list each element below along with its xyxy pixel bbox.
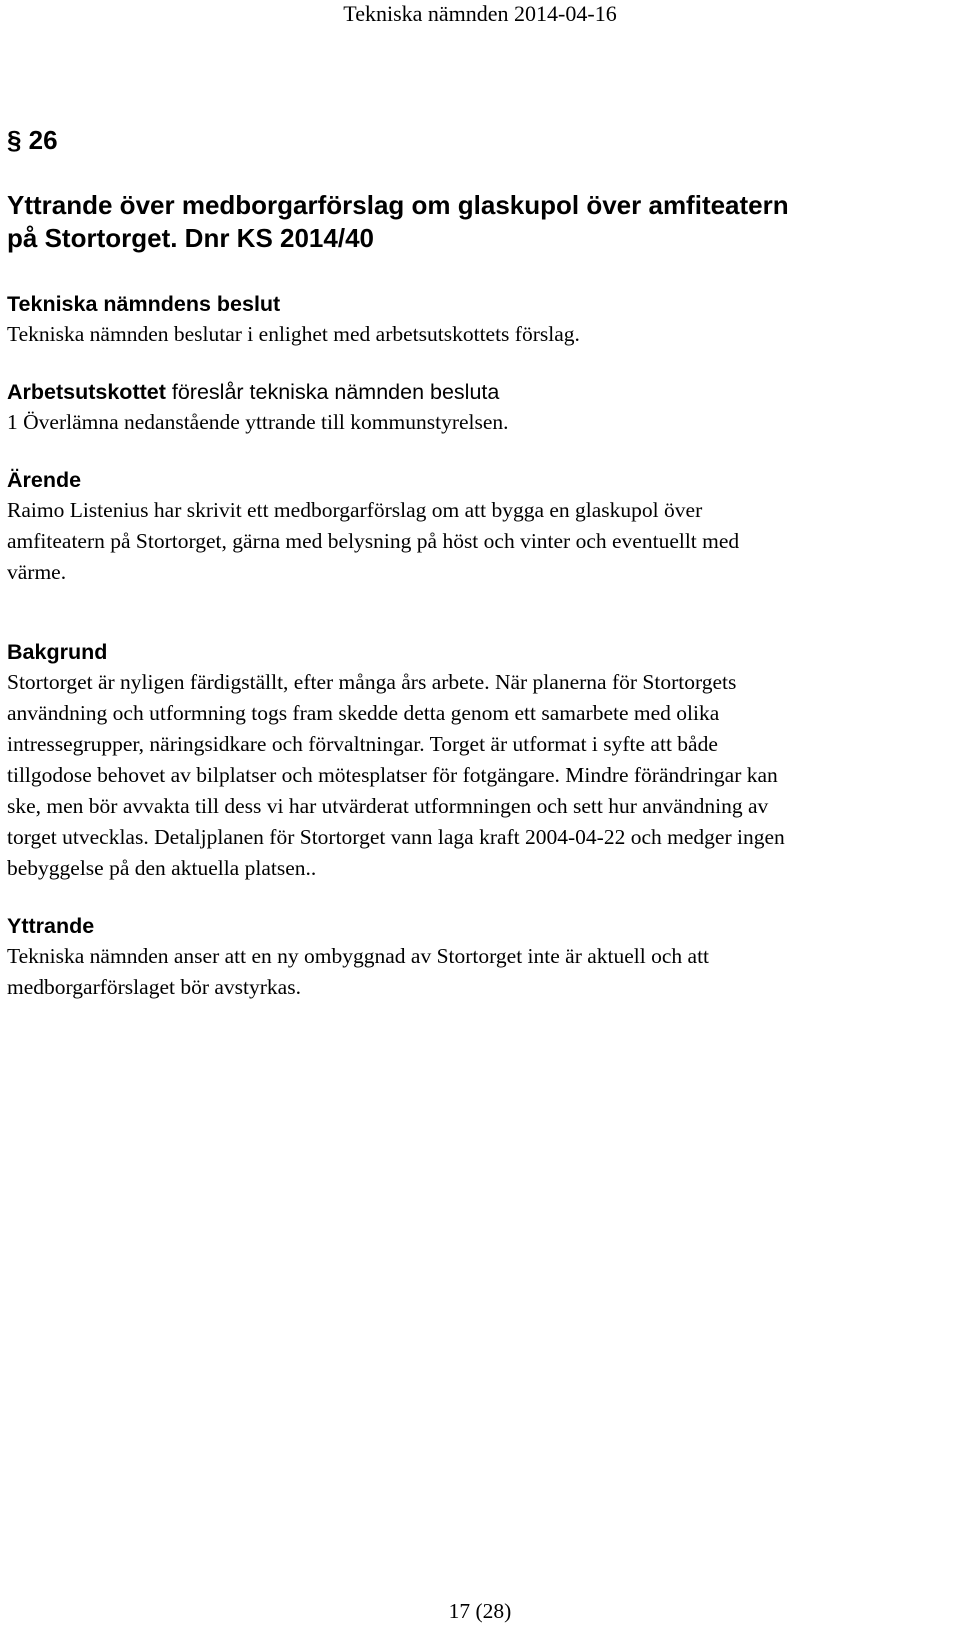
background-heading: Bakgrund [7,640,108,664]
proposal-item-line: 1 Överlämna nedanstående yttrande till kommunstyrelsen. [7,410,509,434]
document-title [7,189,947,255]
page-number: 17 (28) [448,1599,512,1623]
matter-heading: Ärende [7,468,82,492]
section-number: § 26 [7,125,58,155]
background-text [7,667,952,884]
matter-section [7,465,952,588]
statement-section [7,911,952,1003]
document-title-line: på Stortorget. Dnr KS 2014/40 [7,223,374,253]
proposal-item [7,407,952,438]
decision-text-line: Tekniska nämnden beslutar i enlighet med arbetsutskottets förslag. [7,322,580,346]
document-title-line: Yttrande över medborgarförslag om glaskupol över amfiteatern [7,190,789,220]
background-text-line: användning och utformning togs fram skedde detta genom ett samarbete med olika [7,701,720,725]
matter-text-line: amfiteatern på Stortorget, gärna med belysning på höst och vinter och eventuellt med [7,529,740,553]
statement-text [7,941,952,1003]
page-header: Tekniska nämnden 2014-04-16 [343,1,617,26]
matter-text-line: Raimo Listenius har skrivit ett medborgarförslag om att bygga en glaskupol över [7,498,703,522]
background-text-line: Stortorget är nyligen färdigställt, efter många års arbete. När planerna för Stortorgets [7,670,737,694]
decision-text [7,319,952,350]
working-committee-heading [7,377,952,407]
statement-heading: Yttrande [7,914,95,938]
decision-heading: Tekniska nämndens beslut [7,292,281,316]
background-text-line: bebyggelse på den aktuella platsen.. [7,856,317,880]
working-committee-heading-bold: Arbetsutskottet [7,380,166,404]
working-committee-heading-rest: föreslår tekniska nämnden besluta [165,380,500,404]
background-section [7,637,952,884]
background-text-line: intressegrupper, näringsidkare och förvaltningar. Torget är utformat i syfte att både [7,732,718,756]
background-text-line: torget utvecklas. Detaljplanen för Stortorget vann laga kraft 2004-04-22 och medger ingen [7,825,785,849]
background-text-line: ske, men bör avvakta till dess vi har utvärderat utformningen och sett hur användning av [7,794,769,818]
matter-text-line: värme. [7,560,67,584]
background-text-line: tillgodose behovet av bilplatser och mötesplatser för fotgängare. Mindre förändringar kan [7,763,778,787]
decision-section [7,289,952,350]
working-committee-section [7,377,952,438]
statement-text-line: medborgarförslaget bör avstyrkas. [7,975,301,999]
matter-text [7,495,952,588]
statement-text-line: Tekniska nämnden anser att en ny ombyggnad av Stortorget inte är aktuell och att [7,944,710,968]
